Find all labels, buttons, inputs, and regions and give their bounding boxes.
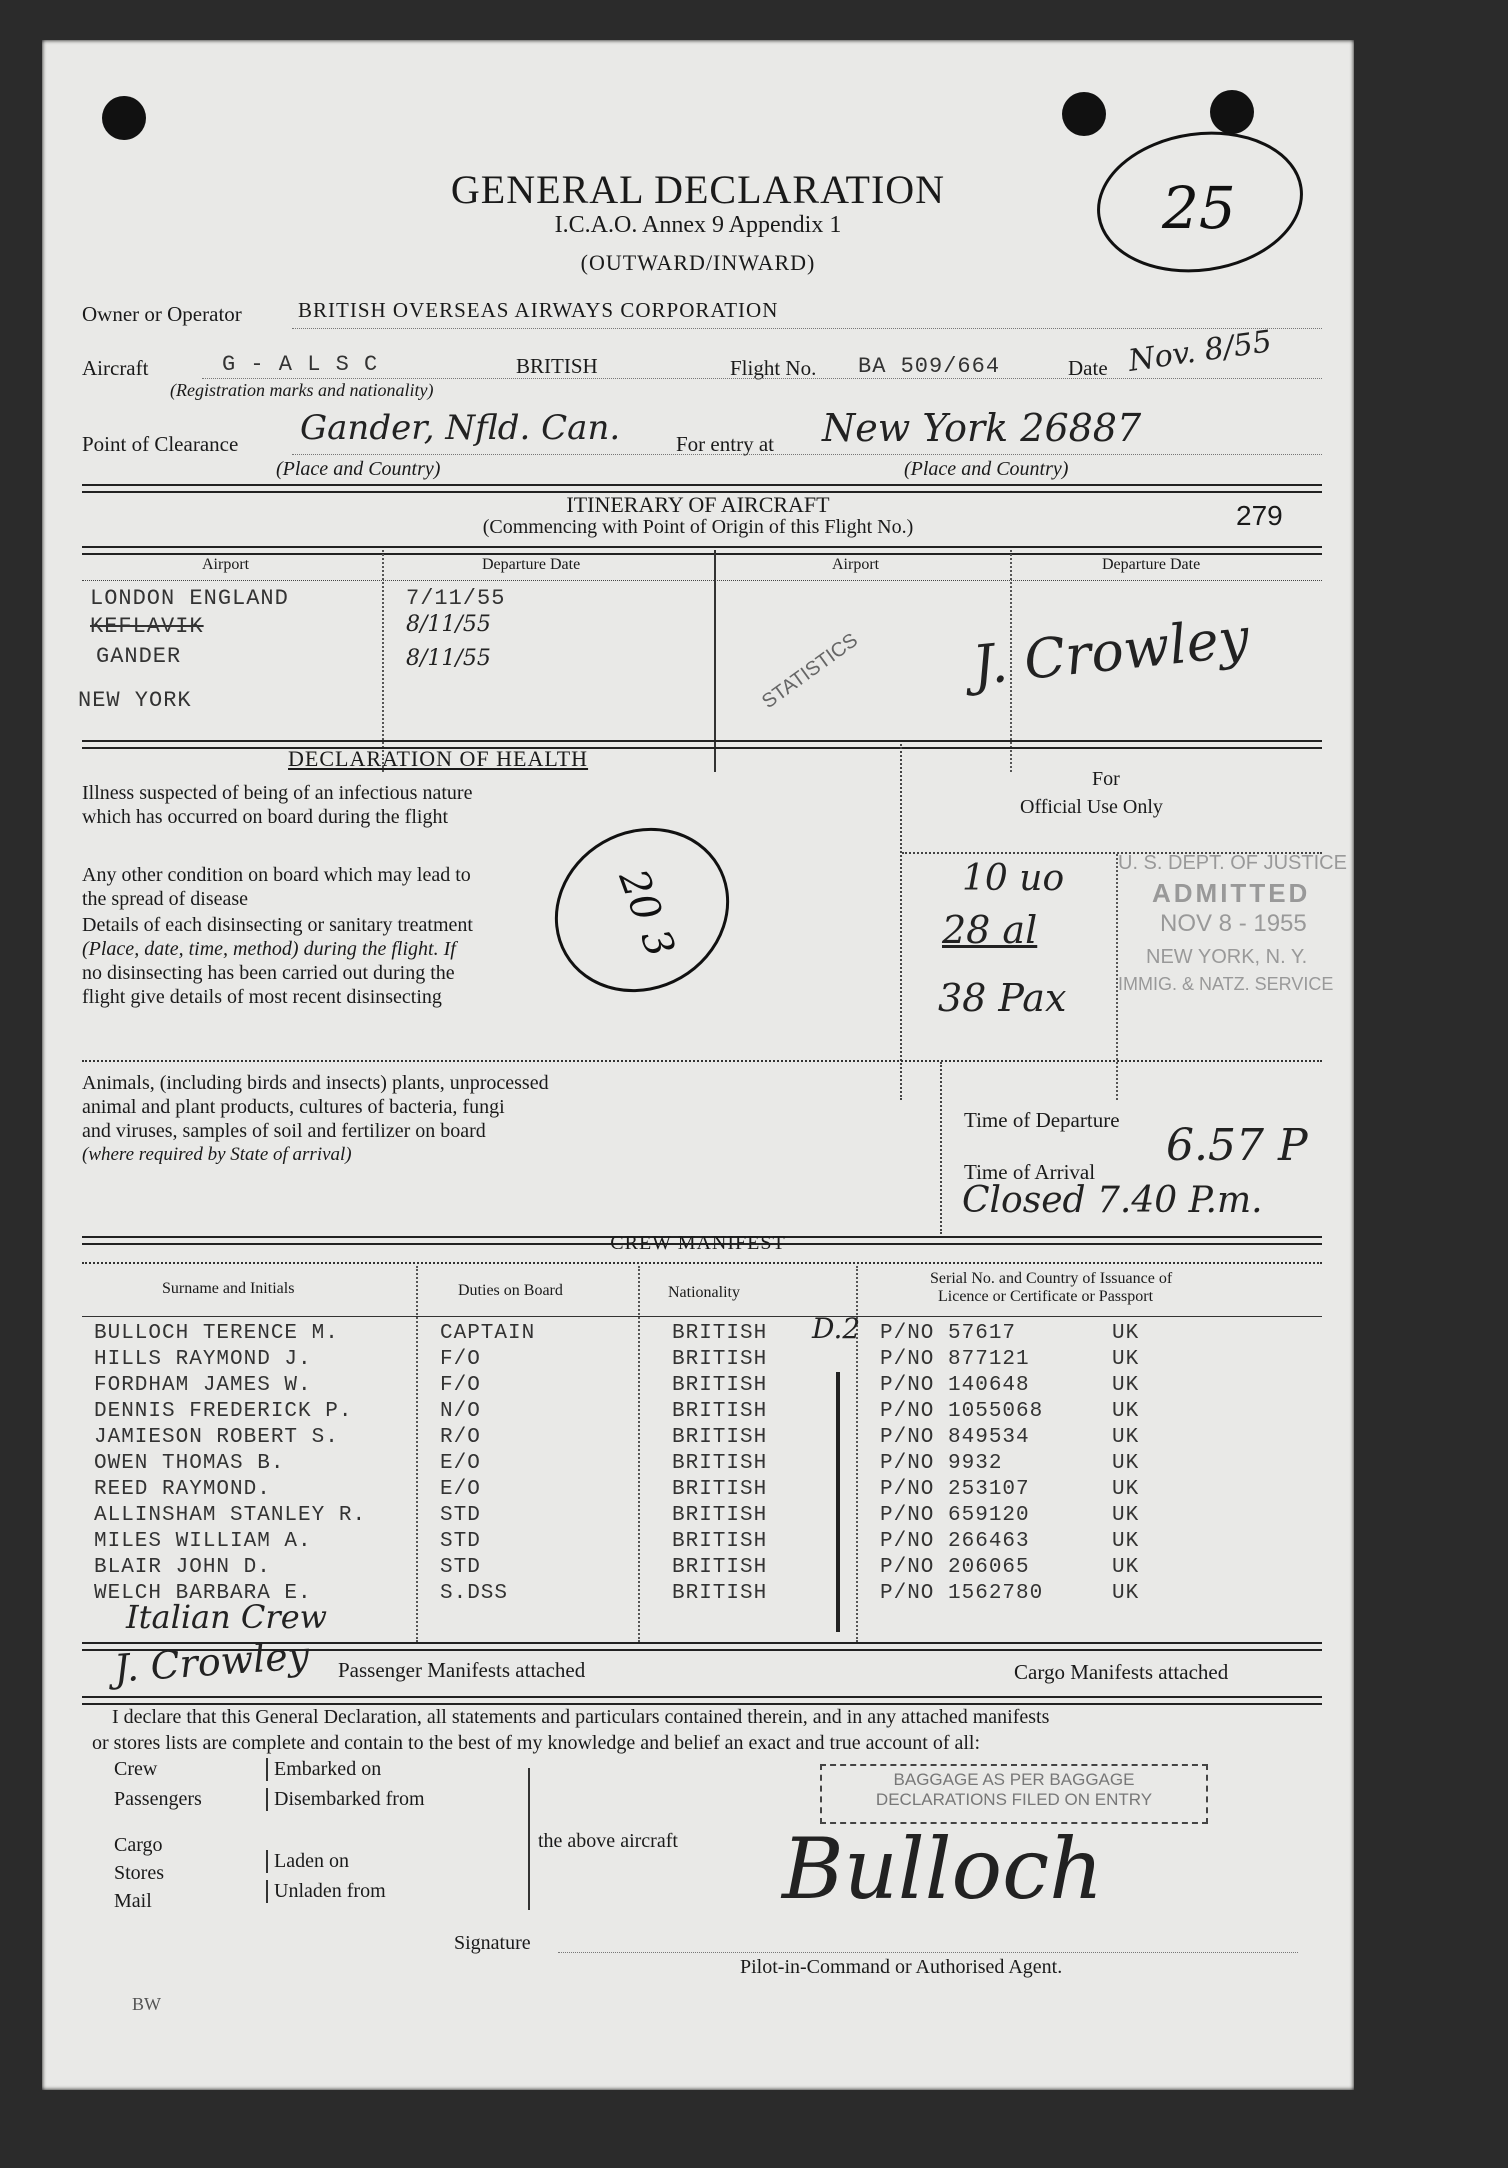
registration-note: (Registration marks and nationality) <box>170 380 434 400</box>
admitted-stamp-3: NOV 8 - 1955 <box>1160 910 1307 937</box>
circled-number <box>1082 120 1322 290</box>
baggage-stamp-line-1: BAGGAGE AS PER BAGGAGE <box>893 1770 1135 1789</box>
official-count-3: 38 Pax <box>938 976 1067 1020</box>
owner-line <box>292 328 1322 329</box>
cargo-manifest: Cargo Manifests attached <box>1014 1660 1229 1684</box>
crew-name-cell: BULLOCH TERENCE M. <box>94 1322 339 1345</box>
animals-line-3: and viruses, samples of soil and fertilizer on board <box>82 1120 486 1142</box>
itinerary-subtitle: (Commencing with Point of Origin of this Flight No.) <box>482 516 914 538</box>
crew-duty-cell: STD <box>440 1504 481 1527</box>
crew-col-serial-2: Licence or Certificate or Passport <box>938 1288 1154 1305</box>
crew-serial-cell: P/NO 266463 <box>880 1530 1030 1553</box>
declaration-line-1: I declare that this General Declaration, all statements and particulars contained therein, and in any attached manifests <box>112 1706 1050 1728</box>
owner-label: Owner or Operator <box>82 302 242 326</box>
baggage-stamp-line-2: DECLARATIONS FILED ON ENTRY <box>875 1790 1153 1809</box>
aircraft-line <box>202 378 1322 379</box>
crew-divider-1 <box>416 1266 418 1642</box>
crew-country-cell: UK <box>1112 1504 1140 1527</box>
form-subtitle: I.C.A.O. Annex 9 Appendix 1 <box>554 212 842 238</box>
aircraft-registration: G - A L S C <box>222 352 379 377</box>
crew-serial-cell: P/NO 9932 <box>880 1452 1003 1475</box>
admitted-stamp-4: NEW YORK, N. Y. <box>1146 946 1308 968</box>
clearance-value: Gander, Nfld. Can. <box>300 408 621 448</box>
crew-serial-cell: P/NO 253107 <box>880 1478 1030 1501</box>
crew-col-duty: Duties on Board <box>458 1282 563 1299</box>
closed-note: Closed 7.40 P.m. <box>962 1180 1263 1221</box>
passenger-manifest: Passenger Manifests attached <box>338 1658 586 1682</box>
crew-duty-cell: F/O <box>440 1374 481 1397</box>
flight-number: BA 509/664 <box>858 354 1001 379</box>
itinerary-header-rule <box>82 546 1322 555</box>
crew-hand-note-2: J. Crowley <box>112 1633 311 1691</box>
decl-crew: Crew <box>114 1758 158 1780</box>
crew-serial-cell: P/NO 57617 <box>880 1322 1017 1345</box>
crew-name-cell: REED RAYMOND. <box>94 1478 271 1501</box>
crew-duty-cell: E/O <box>440 1478 481 1501</box>
crew-name-cell: OWEN THOMAS B. <box>94 1452 285 1475</box>
itin-date-1: 7/11/55 <box>406 586 506 611</box>
crew-duty-cell: S.DSS <box>440 1582 509 1605</box>
svg-text:20 3: 20 3 <box>609 863 684 963</box>
arrival-value: 6.57 P <box>1166 1120 1308 1171</box>
crew-name-cell: ALLINSHAM STANLEY R. <box>94 1504 367 1527</box>
health-line-1b: which has occurred on board during the flight <box>82 806 449 828</box>
animals-line-2: animal and plant products, cultures of bacteria, fungi <box>82 1096 505 1118</box>
crew-name-cell: DENNIS FREDERICK P. <box>94 1400 353 1423</box>
health-line-3d: flight give details of most recent disinsecting <box>82 986 442 1008</box>
crew-country-cell: UK <box>1112 1348 1140 1371</box>
departure-label: Time of Departure <box>964 1108 1120 1132</box>
crew-name-cell: JAMIESON ROBERT S. <box>94 1426 339 1449</box>
crew-nat-cell: BRITISH <box>672 1582 768 1605</box>
form-title: GENERAL DECLARATION <box>450 167 946 212</box>
entry-place-note: (Place and Country) <box>904 458 1069 480</box>
crew-header-rule <box>82 1316 1322 1317</box>
crew-serial-cell: P/NO 877121 <box>880 1348 1030 1371</box>
health-title: DECLARATION OF HEALTH <box>288 746 589 771</box>
statistics-stamp: STATISTICS <box>757 629 863 714</box>
crew-nat-cell: BRITISH <box>672 1348 768 1371</box>
crew-country-cell: UK <box>1112 1582 1140 1605</box>
aircraft-nationality: BRITISH <box>516 354 598 378</box>
decl-cargo: Cargo <box>114 1834 163 1856</box>
circled-number-text: 25 <box>1162 174 1236 242</box>
owner-value: BRITISH OVERSEAS AIRWAYS CORPORATION <box>298 298 779 322</box>
official-divider <box>900 744 902 1100</box>
entry-label: For entry at <box>676 432 774 456</box>
crew-duty-cell: CAPTAIN <box>440 1322 536 1345</box>
crew-duty-cell: STD <box>440 1556 481 1579</box>
entry-value: New York 26887 <box>822 406 1142 450</box>
crew-country-cell: UK <box>1112 1426 1140 1449</box>
crew-country-cell: UK <box>1112 1322 1140 1345</box>
health-line-3a: Details of each disinsecting or sanitary treatment <box>82 914 473 936</box>
crew-divider-2 <box>638 1266 640 1642</box>
crew-note: D.2 <box>812 1312 861 1345</box>
itinerary-subrule <box>82 580 1322 581</box>
manifest-rule <box>82 1642 1322 1651</box>
crew-nat-cell: BRITISH <box>672 1322 768 1345</box>
crew-name-cell: WELCH BARBARA E. <box>94 1582 312 1605</box>
crew-col-name: Surname and Initials <box>162 1280 295 1297</box>
decl-passengers: Passengers <box>114 1788 202 1810</box>
admitted-stamp-1: U. S. DEPT. OF JUSTICE <box>1118 852 1347 874</box>
crew-nat-cell: BRITISH <box>672 1504 768 1527</box>
baggage-stamp <box>820 1764 1208 1824</box>
crew-name-cell: HILLS RAYMOND J. <box>94 1348 312 1371</box>
declaration-line-2: or stores lists are complete and contain to the best of my knowledge and belief an exact and true account of all: <box>92 1732 981 1754</box>
pilot-label: Pilot-in-Command or Authorised Agent. <box>740 1956 1063 1978</box>
form-direction: (OUTWARD/INWARD) <box>580 250 816 275</box>
aircraft-label: Aircraft <box>82 356 149 380</box>
crew-duty-cell: E/O <box>440 1452 481 1475</box>
crew-country-cell: UK <box>1112 1400 1140 1423</box>
decl-brace <box>528 1768 530 1910</box>
health-line-1a: Illness suspected of being of an infectious nature <box>82 782 473 804</box>
animals-line-1: Animals, (including birds and insects) plants, unprocessed <box>82 1072 549 1094</box>
declaration-rule <box>82 1696 1322 1705</box>
declaration-form <box>42 40 1354 2090</box>
date-label: Date <box>1068 356 1108 380</box>
admitted-stamp-2: ADMITTED <box>1152 878 1311 908</box>
official-count-2: 28 al <box>942 908 1038 952</box>
clearance-place-note: (Place and Country) <box>276 458 441 480</box>
health-line-3c: no disinsecting has been carried out during the <box>82 962 455 984</box>
crew-hand-note-1: Italian Crew <box>126 1598 328 1636</box>
crew-serial-cell: P/NO 849534 <box>880 1426 1030 1449</box>
crew-duty-cell: R/O <box>440 1426 481 1449</box>
crew-nat-cell: BRITISH <box>672 1530 768 1553</box>
pilot-signature: Bulloch <box>782 1820 1104 1918</box>
crew-nat-cell: BRITISH <box>672 1478 768 1501</box>
decl-laden: Laden on <box>266 1850 349 1873</box>
date-value: Nov. 8/55 <box>1126 324 1274 379</box>
footer-initials: BW <box>132 1994 161 2014</box>
times-divider <box>940 1062 942 1234</box>
itin-airport-4: NEW YORK <box>78 688 192 713</box>
crew-country-cell: UK <box>1112 1478 1140 1501</box>
official-title-2: Official Use Only <box>1020 796 1163 818</box>
itin-date-2: 8/11/55 <box>406 612 491 637</box>
crew-title: CREW MANIFEST <box>610 1232 786 1254</box>
col-departure-2: Departure Date <box>1102 556 1201 573</box>
itinerary-number: 279 <box>1236 500 1283 531</box>
crew-country-cell: UK <box>1112 1452 1140 1475</box>
crew-duty-cell: STD <box>440 1530 481 1553</box>
crew-nat-cell: BRITISH <box>672 1426 768 1449</box>
crew-nat-cell: BRITISH <box>672 1400 768 1423</box>
animals-line-4: (where required by State of arrival) <box>82 1144 352 1165</box>
itinerary-divider-1 <box>382 550 384 772</box>
decl-disembarked: Disembarked from <box>266 1788 425 1811</box>
official-count-1: 10 uo <box>962 858 1065 899</box>
decl-above-aircraft: the above aircraft <box>538 1830 678 1852</box>
itinerary-title: ITINERARY OF AIRCRAFT <box>566 492 830 517</box>
crew-serial-cell: P/NO 1562780 <box>880 1582 1044 1605</box>
crew-nat-cell: BRITISH <box>672 1374 768 1397</box>
crew-col-serial-1: Serial No. and Country of Issuance of <box>930 1270 1173 1287</box>
crew-nat-cell: BRITISH <box>672 1452 768 1475</box>
crew-duty-cell: F/O <box>440 1348 481 1371</box>
flight-label: Flight No. <box>730 356 817 380</box>
crew-name-cell: FORDHAM JAMES W. <box>94 1374 312 1397</box>
col-departure: Departure Date <box>482 556 581 573</box>
health-line-2a: Any other condition on board which may lead to <box>82 864 471 886</box>
decl-unladen: Unladen from <box>266 1880 386 1903</box>
col-airport-2: Airport <box>832 556 880 573</box>
clearance-line <box>292 454 1322 455</box>
crew-duty-cell: N/O <box>440 1400 481 1423</box>
itin-airport-2: KEFLAVIK <box>90 614 204 639</box>
itinerary-divider-2 <box>714 550 716 772</box>
admitted-stamp-5: IMMIG. & NATZ. SERVICE <box>1118 974 1334 994</box>
crew-bracket <box>836 1372 840 1632</box>
crew-name-cell: MILES WILLIAM A. <box>94 1530 312 1553</box>
crew-name-cell: BLAIR JOHN D. <box>94 1556 271 1579</box>
itin-airport-1: LONDON ENGLAND <box>90 586 289 611</box>
punch-hole-left <box>102 96 146 140</box>
crew-title-rule <box>82 1262 1322 1264</box>
health-circle-note <box>542 810 752 1010</box>
crew-serial-cell: P/NO 140648 <box>880 1374 1030 1397</box>
itinerary-signature: J. Crowley <box>969 605 1252 698</box>
signature-line <box>558 1952 1298 1953</box>
crew-country-cell: UK <box>1112 1556 1140 1579</box>
official-title-1: For <box>1092 768 1120 790</box>
itin-date-3: 8/11/55 <box>406 646 491 671</box>
arrival-label: Time of Arrival <box>964 1160 1096 1184</box>
decl-embarked: Embarked on <box>266 1758 381 1781</box>
crew-country-cell: UK <box>1112 1530 1140 1553</box>
clearance-label: Point of Clearance <box>82 432 239 456</box>
crew-serial-cell: P/NO 659120 <box>880 1504 1030 1527</box>
health-line-3b: (Place, date, time, method) during the flight. If <box>82 938 456 960</box>
signature-label: Signature <box>454 1932 531 1954</box>
crew-col-nationality: Nationality <box>668 1284 740 1301</box>
animals-top-rule <box>82 1060 1322 1062</box>
decl-stores: Stores <box>114 1862 164 1884</box>
health-line-2b: the spread of disease <box>82 888 249 910</box>
col-airport: Airport <box>202 556 250 573</box>
health-top-rule <box>82 740 1322 749</box>
crew-serial-cell: P/NO 206065 <box>880 1556 1030 1579</box>
crew-serial-cell: P/NO 1055068 <box>880 1400 1044 1423</box>
crew-country-cell: UK <box>1112 1374 1140 1397</box>
itin-airport-3: GANDER <box>96 644 182 669</box>
decl-mail: Mail <box>114 1890 152 1912</box>
crew-nat-cell: BRITISH <box>672 1556 768 1579</box>
